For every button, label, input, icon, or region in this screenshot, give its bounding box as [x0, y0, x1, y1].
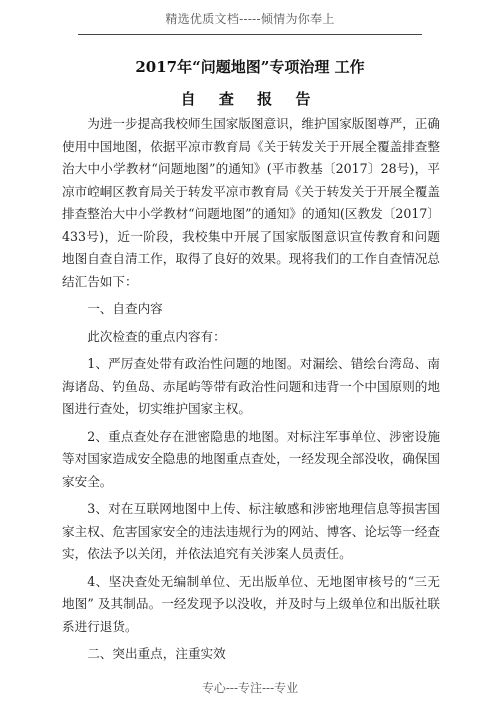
- intro-paragraph: 为进一步提高我校师生国家版图意识，维护国家版图尊严，正确使用中国地图，依据平凉市教育局《关于转发关于开展全覆盖排查整治大中小学教材“问题地图”的通知》(平市教基〔2017〕28号)，平凉市崆峒区教育局关于转发平凉市教育局《关于转发关于开展全覆盖排查整治大中小学教材“问题地图”的通知》的通知(区教发〔2017〕433号)，近一阶段，我校集中开展了国家版图意识宣传教育和问题地图自查自清工作，取得了良好的效果。现将我们的工作自查情况总结汇告如下：: [62, 116, 440, 289]
- header-divider: [78, 34, 422, 35]
- page-footer: 专心---专注---专业: [201, 681, 299, 695]
- check-item-1: 1、严厉查处带有政治性问题的地图。对漏绘、错绘台湾岛、南海诸岛、钓鱼岛、赤尾屿等带有政治性问题和违背一个中国原则的地图进行查处，切实维护国家主权。: [62, 356, 440, 416]
- document-title: 2017年“问题地图”专项治理 工作: [135, 58, 365, 76]
- document-body: [62, 113, 440, 671]
- document-subtitle: 自 查 报 告: [180, 90, 320, 108]
- check-item-4: 4、坚决查处无编制单位、无出版单位、无地图审核号的“三无地图” 及其制品。一经发现予以没收，并及时与上级单位和出版社联系进行退货。: [62, 573, 440, 634]
- section-heading-focus: 二、突出重点，注重实效: [87, 646, 226, 661]
- check-item-2: 2、重点查处存在泄密隐患的地图。对标注军事单位、涉密设施等对国家造成安全隐患的地图重点查处，一经发现全部没收，确保国家安全。: [62, 428, 440, 489]
- check-item-3: 3、对在互联网地图中上传、标注敏感和涉密地理信息等损害国家主权、危害国家安全的违法违规行为的网站、博客、论坛等一经查实，依法予以关闭，并依法追究有关涉案人员责任。: [62, 501, 440, 561]
- page-header: 精选优质文档-----倾情为你奉上: [165, 12, 335, 26]
- check-content-intro: 此次检查的重点内容有：: [87, 328, 226, 344]
- section-heading-self-check: 一、自查内容: [87, 301, 163, 316]
